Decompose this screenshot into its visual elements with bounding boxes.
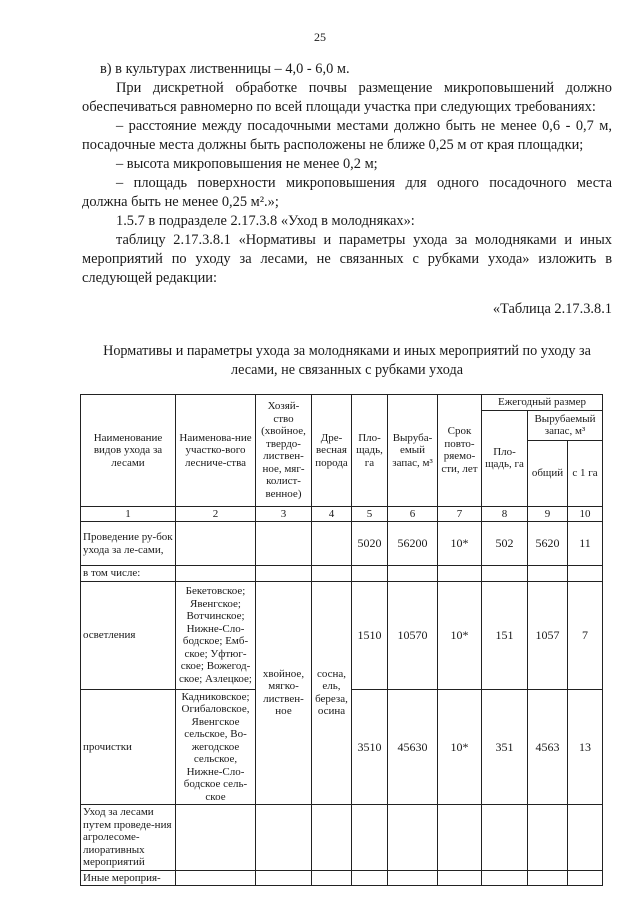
cell-area: 3510 [352,689,388,805]
paragraph-larch: в) в культурах лиственницы – 4,0 - 6,0 м. [100,61,350,77]
col-number: 2 [176,506,256,522]
col-number: 10 [568,506,603,522]
paragraph-table-intro: таблицу 2.17.3.8.1 «Нормативы и параметры ухода за молодняками и иных мероприятий по уходу за лесами, не связанных с рубками ухода» изложить в следующей редакции: [82,232,612,286]
header-forestry: Наименова-ние участко-вого лесниче-ства [176,395,256,507]
cell-annual-total: 5620 [528,522,568,566]
header-volume-per-ha: с 1 га [568,440,603,506]
cell-annual-area: 351 [482,689,528,805]
paragraph-height: – высота микроповышения не менее 0,2 м; [116,156,378,172]
col-number: 7 [438,506,482,522]
col-number: 6 [388,506,438,522]
cell-annual-area: 151 [482,581,528,689]
cell-volume: 45630 [388,689,438,805]
cell-volume: 56200 [388,522,438,566]
header-type: Наименование видов ухода за лесами [81,395,176,507]
row-name: прочистки [81,689,176,805]
cell-volume: 10570 [388,581,438,689]
paragraph-distance: – расстояние между посадочными местами должно быть не менее 0,6 - 0,7 м, посадочные места должны быть расположены не ближе 0,25 м от края площадки; [82,118,612,153]
cell-area: 1510 [352,581,388,689]
col-number: 4 [312,506,352,522]
paragraph-discrete-treatment: При дискретной обработке почвы размещение микроповышений должно обеспечиваться равномерно по всей площади участка при следующих требованиях: [82,80,612,115]
cell-farm-type: хвойное, мягко-листвен-ное [256,581,312,805]
cell-annual-per-ha: 13 [568,689,603,805]
table-row-including [81,566,603,582]
header-period: Срок повто-ряемо-сти, лет [438,395,482,507]
col-number: 3 [256,506,312,522]
cell-period: 10* [438,689,482,805]
row-including: в том числе: [81,566,176,582]
header-annual-volume: Вырубаемый запас, м³ [528,410,603,440]
header-species: Дре-весная порода [312,395,352,507]
col-number: 9 [528,506,568,522]
table-row-total [81,522,603,566]
cell-area: 5020 [352,522,388,566]
cell-period: 10* [438,522,482,566]
paragraph-subsection: 1.5.7 в подразделе 2.17.3.8 «Уход в молодняках»: [116,213,415,229]
cell-annual-area: 502 [482,522,528,566]
table-caption: «Таблица 2.17.3.8.1 [492,301,612,317]
col-number: 1 [81,506,176,522]
header-row [81,395,603,411]
row-name: осветления [81,581,176,689]
paragraph-surface: – площадь поверхности микроповышения для одного посадочного места должна быть не менее 0,25 м².»; [82,175,612,210]
cell-period: 10* [438,581,482,689]
row-name: Уход за лесами путем проведе-ния агролесоме-лиоративных мероприятий [81,805,176,871]
cell-annual-total: 1057 [528,581,568,689]
header-annual-area: Пло-щадь, га [482,410,528,506]
page-number: 25 [314,30,326,44]
header-volume-total: общий [528,440,568,506]
table-row-agro [81,805,603,871]
cell-annual-per-ha: 11 [568,522,603,566]
cell-annual-per-ha: 7 [568,581,603,689]
norms-table [80,394,603,886]
col-number: 8 [482,506,528,522]
body-text [82,60,612,319]
cell-annual-total: 4563 [528,689,568,805]
header-farm: Хозяй-ство (хвойное, твердо-листвен-ное, мяг-колист-венное) [256,395,312,507]
header-volume: Выруба-емый запас, м³ [388,395,438,507]
header-annual: Ежегодный размер [482,395,603,411]
row-name: Проведение ру-бок ухода за ле-сами, [81,522,176,566]
table-row-other [81,870,603,886]
table-row-lightening [81,581,603,689]
cell-forestries-a: Бекетовское; Явенгское; Вотчинское; Нижне-Сло-бодское; Емб-ское; Уфтюг-ское; Вожегод-ское; Азлецкое; [176,581,256,689]
cell-forestries-b: Кадниковское; Огибаловское, Явенгское сельское, Во-жегодское сельское, Нижне-Сло-бодское сель-ское [176,689,256,805]
cell-species: сосна, ель, береза, осина [312,581,352,805]
col-number: 5 [352,506,388,522]
row-name: Иные мероприя- [81,870,176,886]
header-area: Пло-щадь, га [352,395,388,507]
table-title: Нормативы и параметры ухода за молодняками и иных мероприятий по уходу за лесами, не связанных с рубками ухода [103,343,591,378]
column-number-row [81,506,603,522]
